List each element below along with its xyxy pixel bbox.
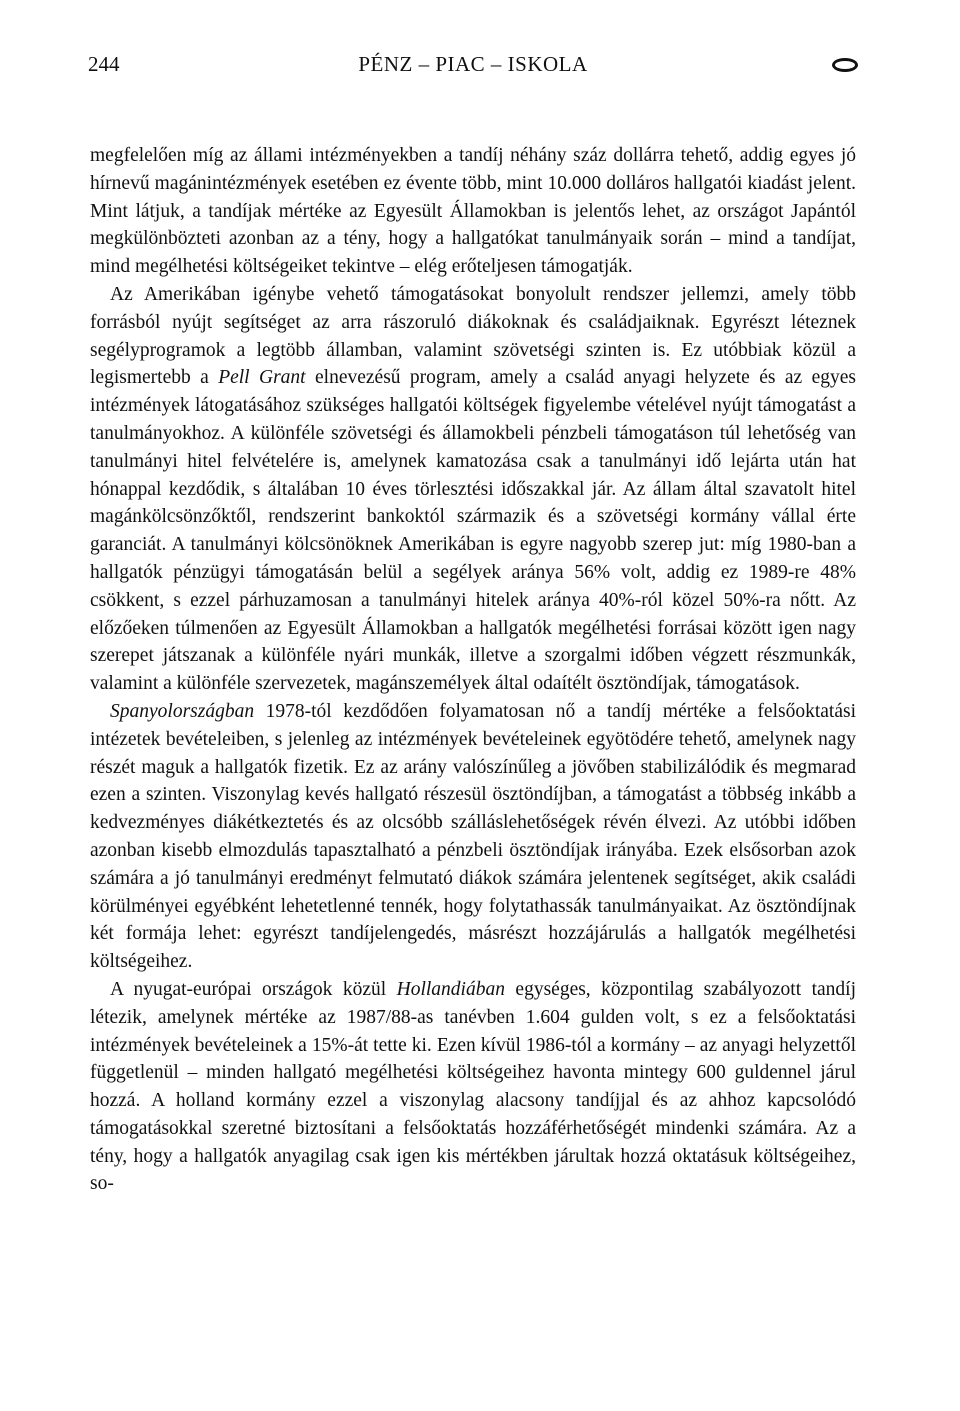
text-run: elnevezésű program, amely a család anyagi helyzete és az egyes intézmények látogatásához szükséges hallgatói költségek figyelembe vételével nyújt támogatást a tanulmányokhoz. A különféle szövetségi és államokbeli pénzbeli támogatáson túl lehetőség van tanulmányi hitel felvételére is, amelynek kamatozása csak a tanulmányi idő lejárta után hat hónappal kezdődik, s általában 10 éves törlesztési időszakkal jár. Az állam által szavatolt hitel magánkölcsönzőktől, rendszerint bankoktól származik és a szövetségi kormány vállal érte garanciát. A tanulmányi kölcsönöknek Amerikában is egyre nagyobb szerep jut: míg 1980-ban a hallgatók pénzügyi támogatásán belül a segélyek aránya 56% volt, addig ez 1989-re 48% csökkent, s ezzel párhuzamosan a tanulmányi hitelek aránya 40%-ról közel 50%-ra nőtt. Az előzőeken túlmenően az Egyesült Államokban a hallgatók megélhetési forrásai között igen nagy szerepet játszanak a különféle nyári munkák, illetve a szorgalmi időben végzett részmunkák, valamint a különféle szervezetek, magánszemélyek által odaítélt ösztöndíjak, támogatások. [90,367,857,695]
paragraph [90,976,856,1198]
text-run: megfelelően míg az állami intézményekben a tandíj néhány száz dollárra tehető, addig egyes jó hírnevű magánintézmények esetében ez évente több, mint 10.000 dolláros hallgatói kiadást jelent. Mint látjuk, a tandíjak mértéke az Egyesült Államokban is jelentős lehet, az országot Japántól megkülönbözteti azonban az a tény, hogy a hallgatókat tanulmányaik során – mind a tandíjat, mind megélhetési költségeiket tekintve – elég erőteljesen támogatják. [90,145,856,278]
text-run: Az Amerikában igénybe vehető támogatásokat bonyolult rendszer jellemzi, amely több forrásból nyújt segítséget az arra rászoruló diákoknak és családjaiknak. Egyrészt léteznek segélyprogramok a legtöbb államban, valamint szövetségi szinten is. Ez utóbbiak közül a legismertebb a [90,283,856,389]
italic-term: Hollandiában [396,978,505,1000]
text-run: 1978-tól kezdődően folyamatosan nő a tandíj mértéke a felsőoktatási intézetek bevételeiben, s jelenleg az intézmények bevételeinek egyötödére tehető, amelynek nagy részét maguk a hallgatók fizetik. Ez az arány valószínűleg a jövőben stabilizálódik és megmarad ezen a szinten. Viszonylag kevés hallgató részesül ösztöndíjban, a támogatást a többség inkább a kedvezményes diákétkeztetés és az olcsóbb szálláslehetőségek révén élvezi. Az utóbbi időben azonban kisebb elmozdulás tapasztalható a pénzbeli ösztöndíjak irányába. Ezek elsősorban azok számára a jó tanulmányi eredményt felmutató diákok számára jelentenek segítséget, akik családi körülményei egyébként lehetetlenné tennék, hogy folytathassák tanulmányaikat. Az ösztöndíjnak két formája lehet: egyrészt tandíjelengedés, másrészt hozzájárulás a hallgatók megélhetési költségeihez. [90,700,856,973]
oval-ornament-icon [832,58,858,72]
text-run: A nyugat-európai országok közül [110,978,397,1000]
paragraph [90,281,856,698]
text-run: egységes, központilag szabályozott tandíj létezik, amelynek mértéke az 1987/88-as tanévben 1.604 gulden volt, s ez a felsőoktatási intézmények bevételeinek a 15%-át tette ki. Ezen kívül 1986-tól a kormány – az anyagi helyzettől függetlenül – minden hallgató megélhetési költségeihez havonta mintegy 600 guldennel járul hozzá. A holland kormány ezzel a viszonylag alacsony tandíjjal és az ahhoz kapcsolódó támogatásokkal szeretné biztosítani a felsőoktatás hozzáférhetőségét mindenki számára. Az a tény, hogy a hallgatók anyagilag csak igen kis mértékben járultak hozzá oktatásuk költségeihez, so- [90,978,856,1195]
body-text [90,142,856,1198]
page-header [88,52,858,84]
page-number: 244 [88,52,120,76]
italic-term: Pell Grant [218,367,306,389]
running-title: PÉNZ – PIAC – ISKOLA [358,52,588,76]
paragraph [90,698,856,976]
italic-term: Spanyolországban [110,700,255,722]
paragraph [90,142,856,281]
